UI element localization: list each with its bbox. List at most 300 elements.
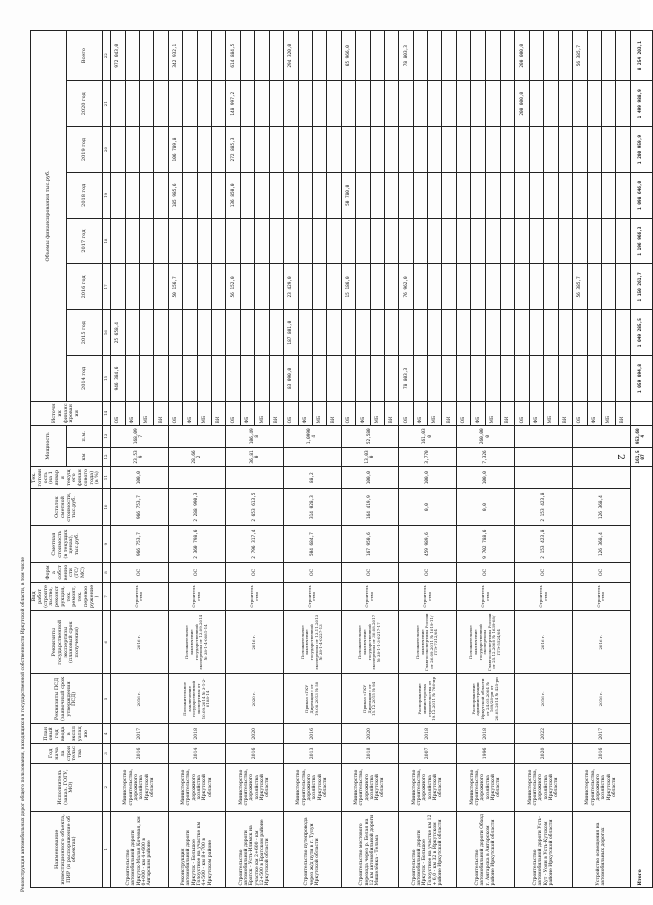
row-amount-f2014 — [558, 356, 572, 402]
header-2015: 2015 год — [67, 310, 103, 356]
row-amount-f2015 — [125, 310, 139, 356]
row-amount-f2020 — [558, 81, 572, 127]
row-amount-f2014 — [587, 356, 601, 402]
row-remaining-cost: 2 288 990,3 — [168, 489, 226, 526]
row-executor: Министерство строительства, дорожного хозяйства Иркутской области — [168, 763, 226, 811]
row-amount-total — [486, 31, 501, 81]
row-work-kind: Строительство — [515, 582, 573, 610]
row-power-pm: 1,09904 — [283, 425, 341, 447]
row-amount-f2019 — [298, 127, 312, 173]
row-finance-source: ФБ — [125, 401, 139, 425]
row-finance-source: ОБ — [111, 401, 126, 425]
row-readiness — [572, 467, 630, 489]
row-cost: 167 950,6 — [341, 526, 399, 563]
row-end-year: 2020 — [341, 724, 399, 744]
investment-table — [30, 30, 653, 888]
row-amount-total: 342 932,1 — [168, 31, 183, 81]
header-power: Мощность — [31, 425, 67, 466]
row-power-pm: 168,097 — [111, 425, 169, 447]
row-finance-source: ФБ — [471, 401, 486, 425]
row-amount-f2019: 272 885,3 — [226, 127, 241, 173]
row-amount-f2014 — [500, 356, 515, 402]
row-power-km — [515, 447, 573, 467]
column-index: 15 — [103, 356, 111, 402]
row-amount-f2020 — [211, 81, 225, 127]
row-amount-f2019 — [356, 127, 370, 173]
row-start-year: 2016 — [572, 744, 630, 764]
row-amount-f2019 — [269, 127, 283, 173]
totals-label: Итого — [630, 467, 652, 888]
row-amount-f2019 — [471, 127, 486, 173]
row-amount-f2015 — [428, 310, 442, 356]
row-amount-f2017 — [283, 218, 298, 264]
row-amount-f2019 — [544, 127, 558, 173]
row-amount-f2014 — [456, 356, 471, 402]
column-index: 17 — [103, 264, 111, 310]
row-remaining-cost: 2 153 423,8 — [515, 489, 573, 526]
row-amount-total — [384, 31, 398, 81]
row-amount-total: 65 966,0 — [341, 31, 356, 81]
row-amount-total — [269, 31, 283, 81]
row-amount-f2018 — [529, 172, 543, 218]
totals-amount-f2014: 1 059 094,8 — [630, 356, 652, 402]
row-finance-source: МБ — [370, 401, 384, 425]
row-amount-f2014 — [168, 356, 183, 402]
row-finance-source: ФБ — [413, 401, 427, 425]
row-amount-total — [197, 31, 211, 81]
row-amount-f2020 — [529, 81, 543, 127]
header-index-row — [103, 31, 111, 888]
row-amount-total — [327, 31, 341, 81]
row-amount-f2017 — [384, 218, 398, 264]
row-executor: Министерство строительства, дорожного хозяйства Иркутской области — [111, 763, 169, 811]
row-executor: Министерство строительства, дорожного хозяйства Иркутской области — [515, 763, 573, 811]
row-psd: 2016 г. — [572, 674, 630, 724]
row-amount-f2016 — [413, 264, 427, 310]
row-amount-f2015 — [558, 310, 572, 356]
row-amount-f2014 — [616, 356, 630, 402]
row-amount-f2014 — [255, 356, 269, 402]
row-finance-source: ВИ — [327, 401, 341, 425]
row-finance-source: ОБ — [283, 401, 298, 425]
totals-amount-f2016: 1 150 261,7 — [630, 264, 652, 310]
totals-power-pm: 953,604 — [630, 425, 652, 447]
row-amount-f2018 — [515, 172, 530, 218]
row-amount-f2019 — [283, 127, 298, 173]
header-end: Плановый год ввода в эксплуатацию — [31, 724, 103, 744]
column-index: 22 — [103, 31, 111, 81]
row-amount-f2016: 15 186,0 — [341, 264, 356, 310]
row-end-year: 2018 — [456, 724, 514, 744]
row-remaining-cost: 2 653 613,5 — [226, 489, 284, 526]
row-start-year: 2013 — [283, 744, 341, 764]
row-amount-f2016 — [428, 264, 442, 310]
row-finance-source: ВИ — [442, 401, 456, 425]
header-total: Всего — [67, 31, 103, 81]
row-amount-total: 78 803,3 — [399, 31, 414, 81]
row-power-pm: 106,498 — [226, 425, 284, 447]
header-start: Год начала строительства — [31, 744, 103, 764]
row-work-kind: Строительство — [456, 582, 514, 610]
column-index: 13 — [103, 425, 111, 447]
column-index: 10 — [103, 489, 111, 526]
row-amount-f2015 — [370, 310, 384, 356]
row-amount-f2017 — [442, 218, 456, 264]
row-amount-f2018 — [399, 172, 414, 218]
row-amount-f2020 — [140, 81, 154, 127]
row-amount-f2019 — [500, 127, 515, 173]
row-amount-f2016 — [500, 264, 515, 310]
row-executor: Министерство строительства, дорожного хозяйства Иркутской области — [572, 763, 630, 811]
rotated-table-wrapper — [30, 30, 647, 888]
row-amount-f2019 — [111, 127, 126, 173]
row-amount-f2014 — [601, 356, 615, 402]
header-2019: 2019 год — [67, 127, 103, 173]
row-amount-f2017 — [197, 218, 211, 264]
row-amount-f2017 — [486, 218, 501, 264]
row-psd: Приказ «ГКУ Дирекция» от 19.08.2013 № 58 — [283, 674, 341, 724]
table-row — [226, 31, 241, 888]
row-end-year: 2016 — [283, 724, 341, 744]
row-amount-total — [587, 31, 601, 81]
row-amount-f2014 — [241, 356, 255, 402]
row-amount-f2018 — [312, 172, 326, 218]
row-amount-f2020 — [587, 81, 601, 127]
row-start-year: 2007 — [399, 744, 457, 764]
row-name: Реконструкция автомобильной дороги Иркутск - Большое Голоустное на участке км 4+500 - км 8+700 в Иркутском районе — [168, 811, 226, 887]
row-amount-f2017 — [399, 218, 414, 264]
row-amount-f2018 — [572, 172, 587, 218]
row-amount-f2019 — [140, 127, 154, 173]
row-amount-f2019: 106 789,8 — [168, 127, 183, 173]
row-ownership: ОС — [283, 563, 341, 583]
row-amount-f2018 — [428, 172, 442, 218]
table-row — [283, 31, 298, 888]
row-executor: Министерство строительства, дорожного хозяйства Иркутской области — [399, 763, 457, 811]
row-amount-total: 614 884,5 — [226, 31, 241, 81]
row-amount-f2016 — [140, 264, 154, 310]
row-end-year: 2018 — [168, 724, 226, 744]
row-amount-f2015 — [384, 310, 398, 356]
row-cost: 459 989,6 — [399, 526, 457, 563]
row-amount-total — [428, 31, 442, 81]
totals-power-km: 161,507 — [630, 447, 652, 467]
row-finance-source: ОБ — [226, 401, 241, 425]
row-amount-f2020 — [269, 81, 283, 127]
row-amount-f2016 — [312, 264, 326, 310]
row-remaining-cost: 314 028,3 — [283, 489, 341, 526]
row-amount-f2020 — [616, 81, 630, 127]
row-amount-f2014 — [428, 356, 442, 402]
row-amount-f2015 — [255, 310, 269, 356]
row-amount-f2019 — [428, 127, 442, 173]
header-pm: п.м. — [67, 425, 103, 447]
row-amount-f2020 — [298, 81, 312, 127]
row-amount-f2016 — [587, 264, 601, 310]
header-2014: 2014 год — [67, 356, 103, 402]
row-amount-f2016: 56 152,0 — [226, 264, 241, 310]
row-amount-f2016 — [616, 264, 630, 310]
row-amount-f2014 — [140, 356, 154, 402]
row-amount-f2020 — [183, 81, 197, 127]
row-amount-f2015 — [341, 310, 356, 356]
row-start-year: 2016 — [111, 744, 169, 764]
row-amount-f2016 — [370, 264, 384, 310]
row-amount-f2014 — [226, 356, 241, 402]
row-amount-f2014 — [312, 356, 326, 402]
row-amount-f2018 — [471, 172, 486, 218]
row-expertise: Положительное заключение Главгосэкспертизы России от 26.09.2011 № 1019-11/ГГЭ-7312/04 — [399, 611, 457, 674]
row-amount-f2015 — [515, 310, 530, 356]
row-finance-source: МБ — [544, 401, 558, 425]
row-amount-total — [125, 31, 139, 81]
row-amount-f2020 — [312, 81, 326, 127]
row-work-kind: Строительство — [226, 582, 284, 610]
row-start-year: 2016 — [226, 744, 284, 764]
row-amount-f2018 — [255, 172, 269, 218]
row-amount-f2018 — [442, 172, 456, 218]
row-expertise: 2016 г. — [111, 611, 169, 674]
row-amount-f2020 — [572, 81, 587, 127]
row-readiness: 100,0 — [456, 467, 514, 489]
row-amount-f2015 — [226, 310, 241, 356]
row-amount-f2015 — [616, 310, 630, 356]
row-power-pm: 52,580 — [341, 425, 399, 447]
row-amount-total — [154, 31, 168, 81]
column-index: 9 — [103, 526, 111, 563]
row-remaining-cost: 0,0 — [456, 489, 514, 526]
row-amount-f2015 — [356, 310, 370, 356]
table-caption: Реконструкция автомобильных дорог общего пользования, находящихся в государственной собственности Иркутской области, в том числе — [21, 556, 26, 892]
row-amount-total — [456, 31, 471, 81]
row-remaining-cost: 966 753,7 — [111, 489, 169, 526]
row-amount-f2020 — [384, 81, 398, 127]
row-amount-f2018 — [384, 172, 398, 218]
column-index: 14 — [103, 401, 111, 425]
row-amount-f2015 — [587, 310, 601, 356]
row-psd: Приказ «ГКУ Дирекция» от 15.12.2015 № 94 — [341, 674, 399, 724]
row-power-km: 23,539 — [111, 447, 169, 467]
row-amount-f2020 — [241, 81, 255, 127]
row-amount-f2015 — [399, 310, 414, 356]
row-amount-f2015 — [168, 310, 183, 356]
row-end-year: 2020 — [226, 724, 284, 744]
row-amount-f2015: 25 658,4 — [111, 310, 126, 356]
header-cost: Сметная стоимость (в текущих ценах), тыс.руб. — [31, 526, 103, 563]
row-name: Строительство автомобильной дороги Усть-Кут - Уоян в Усть-Кутском районе Иркутской области — [515, 811, 573, 887]
row-amount-f2016: 76 962,0 — [399, 264, 414, 310]
row-amount-f2016 — [601, 264, 615, 310]
row-amount-f2014 — [544, 356, 558, 402]
row-end-year: 2022 — [515, 724, 573, 744]
row-amount-f2014 — [413, 356, 427, 402]
row-amount-f2017 — [111, 218, 126, 264]
row-amount-f2017 — [544, 218, 558, 264]
row-amount-f2017 — [413, 218, 427, 264]
row-amount-f2018 — [500, 172, 515, 218]
row-psd: 2016 г. — [111, 674, 169, 724]
row-amount-f2014 — [486, 356, 501, 402]
row-amount-f2017 — [616, 218, 630, 264]
row-amount-total — [356, 31, 370, 81]
column-index: 2 — [103, 763, 111, 811]
row-amount-f2020 — [283, 81, 298, 127]
row-finance-source: ВИ — [269, 401, 283, 425]
row-amount-f2017 — [370, 218, 384, 264]
table-row — [168, 31, 183, 888]
row-cost: 2 796 317,4 — [226, 526, 284, 563]
row-amount-f2017 — [515, 218, 530, 264]
row-amount-f2020 — [154, 81, 168, 127]
row-amount-f2019 — [341, 127, 356, 173]
row-amount-total — [255, 31, 269, 81]
row-amount-f2016 — [298, 264, 312, 310]
row-amount-f2014: 78 803,3 — [399, 356, 414, 402]
row-amount-total — [500, 31, 515, 81]
row-executor: Министерство строительства, дорожного хозяйства Иркутской области — [456, 763, 514, 811]
row-amount-f2014: 946 384,6 — [111, 356, 126, 402]
row-psd: 2016 г. — [515, 674, 573, 724]
row-finance-source: МБ — [140, 401, 154, 425]
row-amount-f2015 — [298, 310, 312, 356]
header-2017: 2017 год — [67, 218, 103, 264]
column-index: 11 — [103, 467, 111, 489]
row-amount-f2015 — [486, 310, 501, 356]
header-2018: 2018 год — [67, 172, 103, 218]
row-power-pm — [515, 425, 573, 447]
header-row — [31, 31, 67, 888]
row-amount-f2016: 50 156,7 — [168, 264, 183, 310]
row-ownership: ОС — [341, 563, 399, 583]
row-amount-f2020 — [428, 81, 442, 127]
row-amount-total — [529, 31, 543, 81]
row-amount-f2018 — [486, 172, 501, 218]
row-amount-f2015 — [442, 310, 456, 356]
row-finance-source: ОБ — [341, 401, 356, 425]
row-amount-f2020 — [399, 81, 414, 127]
row-amount-f2019 — [197, 127, 211, 173]
row-start-year: 1996 — [456, 744, 514, 764]
row-amount-total — [370, 31, 384, 81]
row-amount-f2016 — [471, 264, 486, 310]
row-amount-f2019 — [616, 127, 630, 173]
column-index: 19 — [103, 172, 111, 218]
row-work-kind: Строительство — [168, 582, 226, 610]
row-amount-f2020 — [544, 81, 558, 127]
row-cost: 9 702 788,6 — [456, 526, 514, 563]
table-row — [111, 31, 126, 888]
row-amount-f2017 — [298, 218, 312, 264]
totals-row — [630, 31, 652, 888]
totals-amount-f2017: 1 196 966,3 — [630, 218, 652, 264]
row-amount-f2017 — [183, 218, 197, 264]
row-amount-f2020 — [356, 81, 370, 127]
row-expertise: Положительное заключение государственной экспертизы от 13.11.2013 № 38-1-4-0227-13 — [283, 611, 341, 674]
row-amount-f2016 — [486, 264, 501, 310]
row-amount-f2017 — [255, 218, 269, 264]
row-power-pm: 260,000 — [456, 425, 514, 447]
column-index: 6 — [103, 611, 111, 674]
row-amount-f2014 — [572, 356, 587, 402]
row-cost: 2 360 798,6 — [168, 526, 226, 563]
table-row — [456, 31, 471, 888]
row-work-kind: Строительство — [111, 582, 169, 610]
row-amount-f2020 — [327, 81, 341, 127]
row-amount-f2015 — [327, 310, 341, 356]
row-amount-f2016 — [269, 264, 283, 310]
row-amount-f2015 — [500, 310, 515, 356]
row-amount-f2018 — [140, 172, 154, 218]
page-number: 2 — [614, 454, 625, 460]
row-amount-f2018 — [125, 172, 139, 218]
row-amount-f2015 — [140, 310, 154, 356]
row-start-year: 2014 — [168, 744, 226, 764]
row-power-km — [572, 447, 630, 467]
row-amount-f2018 — [616, 172, 630, 218]
row-amount-f2017 — [587, 218, 601, 264]
row-power-pm — [572, 425, 630, 447]
row-amount-f2018 — [298, 172, 312, 218]
column-index: 4 — [103, 724, 111, 744]
row-amount-f2014 — [211, 356, 225, 402]
row-amount-f2020: 148 997,2 — [226, 81, 241, 127]
row-amount-f2017 — [471, 218, 486, 264]
row-ownership: ОС — [399, 563, 457, 583]
row-amount-f2018 — [587, 172, 601, 218]
row-amount-f2016 — [154, 264, 168, 310]
row-amount-f2016 — [241, 264, 255, 310]
row-finance-source: МБ — [486, 401, 501, 425]
row-finance-source: ВИ — [616, 401, 630, 425]
row-power-pm: 161,030 — [399, 425, 457, 447]
row-work-kind: Строительство — [341, 582, 399, 610]
row-amount-f2017 — [601, 218, 615, 264]
row-amount-f2018 — [327, 172, 341, 218]
row-amount-total — [241, 31, 255, 81]
row-amount-f2018 — [544, 172, 558, 218]
row-amount-total — [544, 31, 558, 81]
row-amount-f2014 — [269, 356, 283, 402]
row-finance-source: ВИ — [154, 401, 168, 425]
row-amount-f2018 — [370, 172, 384, 218]
column-index: 16 — [103, 310, 111, 356]
row-amount-f2016 — [197, 264, 211, 310]
row-amount-f2016 — [529, 264, 543, 310]
row-ownership: ОС — [515, 563, 573, 583]
row-amount-f2019 — [312, 127, 326, 173]
row-name: Строительство автомобильной дороги Иркутск - Большое Голоустное на участке км 12 + 6,0 - км 32 в Иркутском районе Иркутской области — [399, 811, 457, 887]
row-amount-f2015 — [269, 310, 283, 356]
column-index: 18 — [103, 218, 111, 264]
column-index: 21 — [103, 81, 111, 127]
row-amount-f2019 — [370, 127, 384, 173]
table-row — [341, 31, 356, 888]
header-psd: Реквизиты ПСД (заявочный срок утверждения ПСД) — [31, 674, 103, 724]
row-name: Устройство освещения на автомобильных дорогах — [572, 811, 630, 887]
row-ownership: ОС — [168, 563, 226, 583]
row-amount-f2019 — [399, 127, 414, 173]
row-readiness — [168, 467, 226, 489]
row-finance-source: ВИ — [211, 401, 225, 425]
row-psd: Распоряжение министерства строительства от 19.12.2011 № 766-мр — [399, 674, 457, 724]
row-psd: Распоряжение администрации Иркутской области от 24.05.2004 № 169/28-рп от 20.05.2014 № 425-рп — [456, 674, 514, 724]
row-amount-f2018 — [269, 172, 283, 218]
row-amount-f2017 — [125, 218, 139, 264]
table-row — [572, 31, 587, 888]
header-2016: 2016 год — [67, 264, 103, 310]
header-name: Наименование инвестиционного объекта, ПИР (и распоряжение об объектах) — [31, 811, 103, 887]
row-remaining-cost: 126 368,4 — [572, 489, 630, 526]
